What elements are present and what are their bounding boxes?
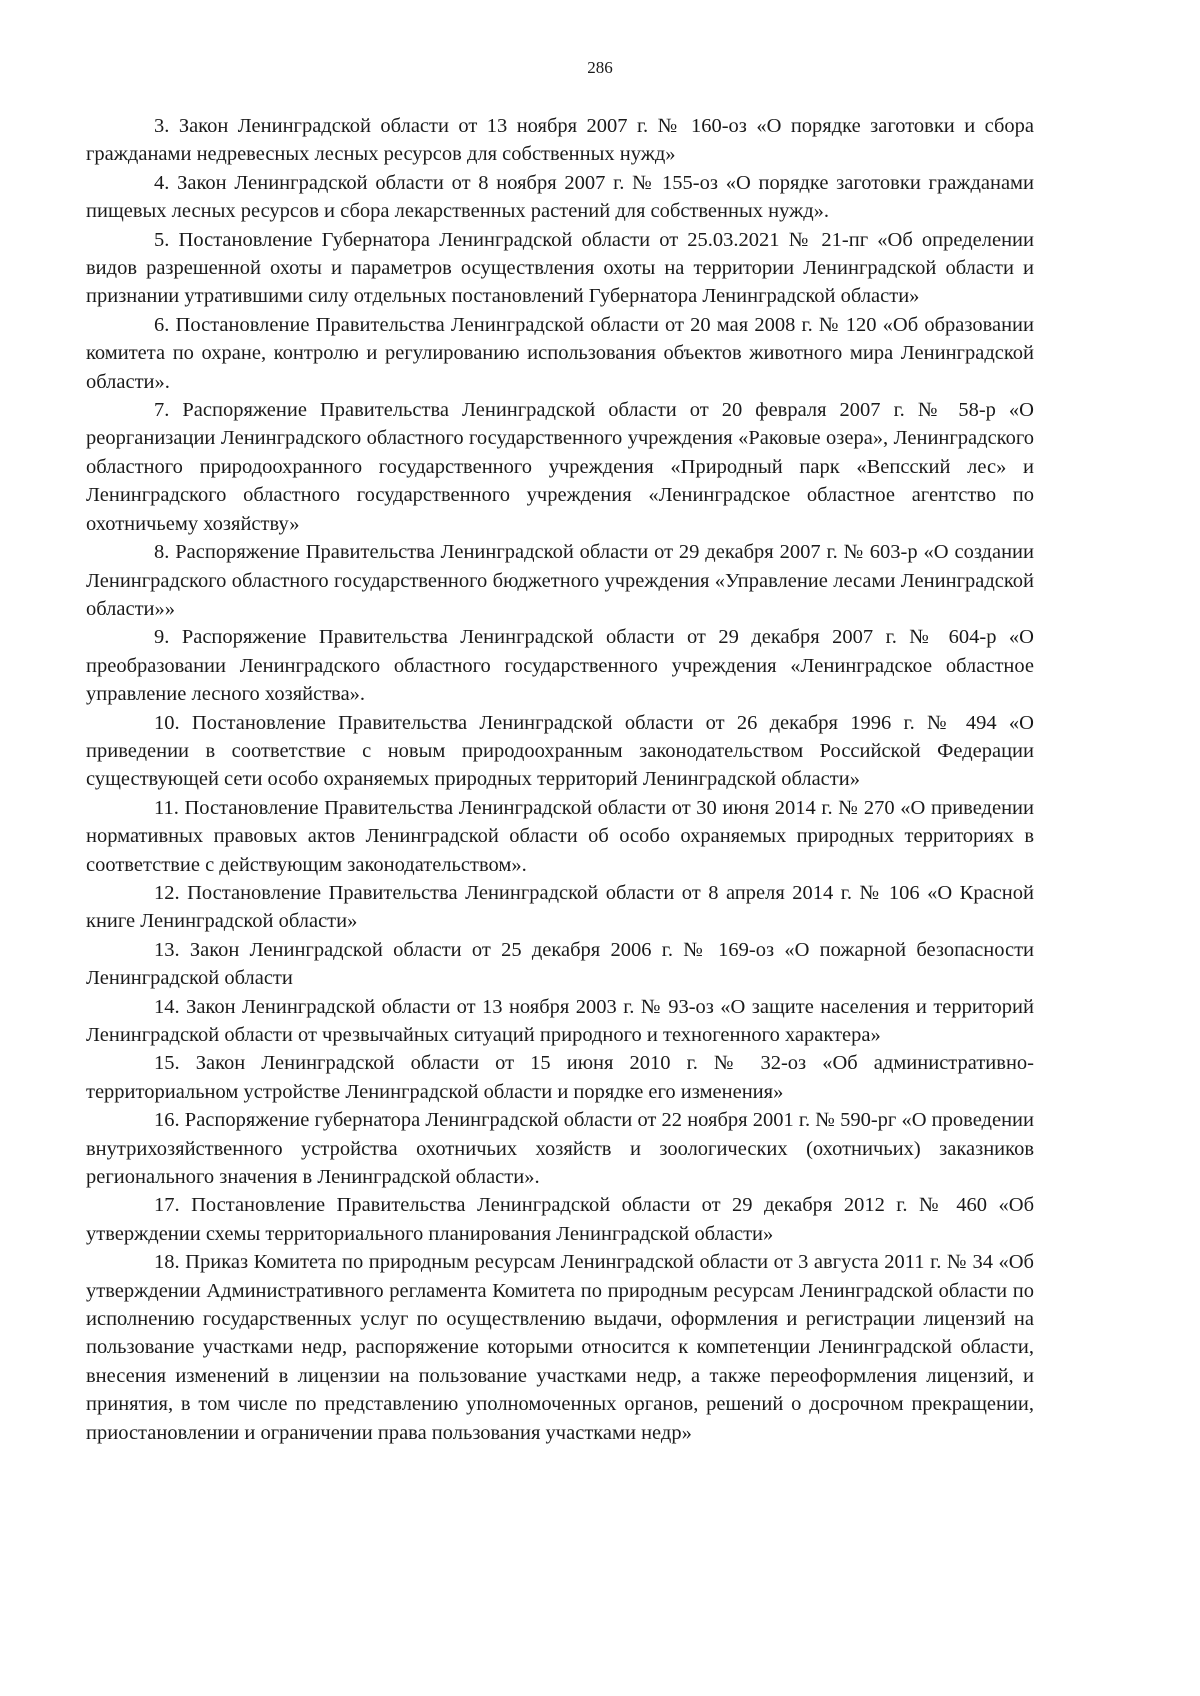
list-item: 16. Распоряжение губернатора Ленинградской области от 22 ноября 2001 г. № 590-рг «О проведении внутрихозяйственного устройства охотничьих хозяйств и зоологических (охотничьих) заказников регионального значения в Ленинградской области». bbox=[86, 1109, 1034, 1189]
list-item: 10. Постановление Правительства Ленинградской области от 26 декабря 1996 г. № 494 «О приведении в соответствие с новым природоохранным законодательством Российской Федерации существующей сети особо охраняемых природных территорий Ленинградской области» bbox=[86, 711, 1034, 791]
list-item: 6. Постановление Правительства Ленинградской области от 20 мая 2008 г. № 120 «Об образовании комитета по охране, контролю и регулированию использования объектов животного мира Ленинградской области». bbox=[86, 313, 1034, 393]
list-item: 13. Закон Ленинградской области от 25 декабря 2006 г. № 169-оз «О пожарной безопасности Ленинградской области bbox=[86, 938, 1034, 990]
list-item: 18. Приказ Комитета по природным ресурсам Ленинградской области от 3 августа 2011 г. № 34 «Об утверждении Административного регламента Комитета по природным ресурсам Ленинградской области по исполнению государственных услуг по осуществлению выдачи, оформления и регистрации лицензий на пользование участками недр, распоряжение которыми относится к компетенции Ленинградской области, внесения изменений в лицензии на пользование участками недр, а также переоформления лицензий, и принятия, в том числе по представлению уполномоченных органов, решений о досрочном прекращении, приостановлении и ограничении права пользования участками недр» bbox=[86, 1251, 1034, 1444]
list-item: 8. Распоряжение Правительства Ленинградской области от 29 декабря 2007 г. № 603-р «О создании Ленинградского областного государственного бюджетного учреждения «Управление лесами Ленинградской области»» bbox=[86, 541, 1034, 620]
list-item: 9. Распоряжение Правительства Ленинградской области от 29 декабря 2007 г. № 604-р «О преобразовании Ленинградского областного государственного учреждения «Ленинградское областное управление лесного хозяйства». bbox=[86, 626, 1034, 706]
list-item: 5. Постановление Губернатора Ленинградской области от 25.03.2021 № 21-пг «Об определении видов разрешенной охоты и параметров осуществления охоты на территории Ленинградской области и признании утратившими силу отдельных постановлений Губернатора Ленинградской области» bbox=[86, 228, 1034, 308]
list-item: 12. Постановление Правительства Ленинградской области от 8 апреля 2014 г. № 106 «О Красной книге Ленинградской области» bbox=[86, 881, 1034, 933]
list-item: 17. Постановление Правительства Ленинградской области от 29 декабря 2012 г. № 460 «Об утверждении схемы территориального планирования Ленинградской области» bbox=[86, 1194, 1034, 1245]
list-item: 7. Распоряжение Правительства Ленинградской области от 20 февраля 2007 г. № 58-р «О реорганизации Ленинградского областного государственного учреждения «Раковые озера», Ленинградского областного природоохранного государственного учреждения «Природный парк «Вепсский лес» и Ленинградского областного государственного учреждения «Ленинградское областное агентство по охотничьему хозяйству» bbox=[86, 399, 1034, 535]
list-item: 11. Постановление Правительства Ленинградской области от 30 июня 2014 г. № 270 «О приведении нормативных правовых актов Ленинградской области об особо охраняемых природных территориях в соответствие с действующим законодательством». bbox=[86, 796, 1034, 876]
list-item: 14. Закон Ленинградской области от 13 ноября 2003 г. № 93-оз «О защите населения и территорий Ленинградской области от чрезвычайных ситуаций природного и техногенного характера» bbox=[86, 995, 1034, 1046]
list-item: 4. Закон Ленинградской области от 8 ноября 2007 г. № 155-оз «О порядке заготовки гражданами пищевых лесных ресурсов и сбора лекарственных растений для собственных нужд». bbox=[86, 171, 1034, 223]
list-item: 3. Закон Ленинградской области от 13 ноября 2007 г. № 160-оз «О порядке заготовки и сбора гражданами недревесных лесных ресурсов для собственных нужд» bbox=[86, 115, 1034, 166]
page-number: 286 bbox=[587, 58, 613, 77]
document-body bbox=[86, 112, 1034, 1447]
list-item: 15. Закон Ленинградской области от 15 июня 2010 г. № 32-оз «Об административно-территориальном устройстве Ленинградской области и порядке его изменения» bbox=[86, 1052, 1034, 1103]
